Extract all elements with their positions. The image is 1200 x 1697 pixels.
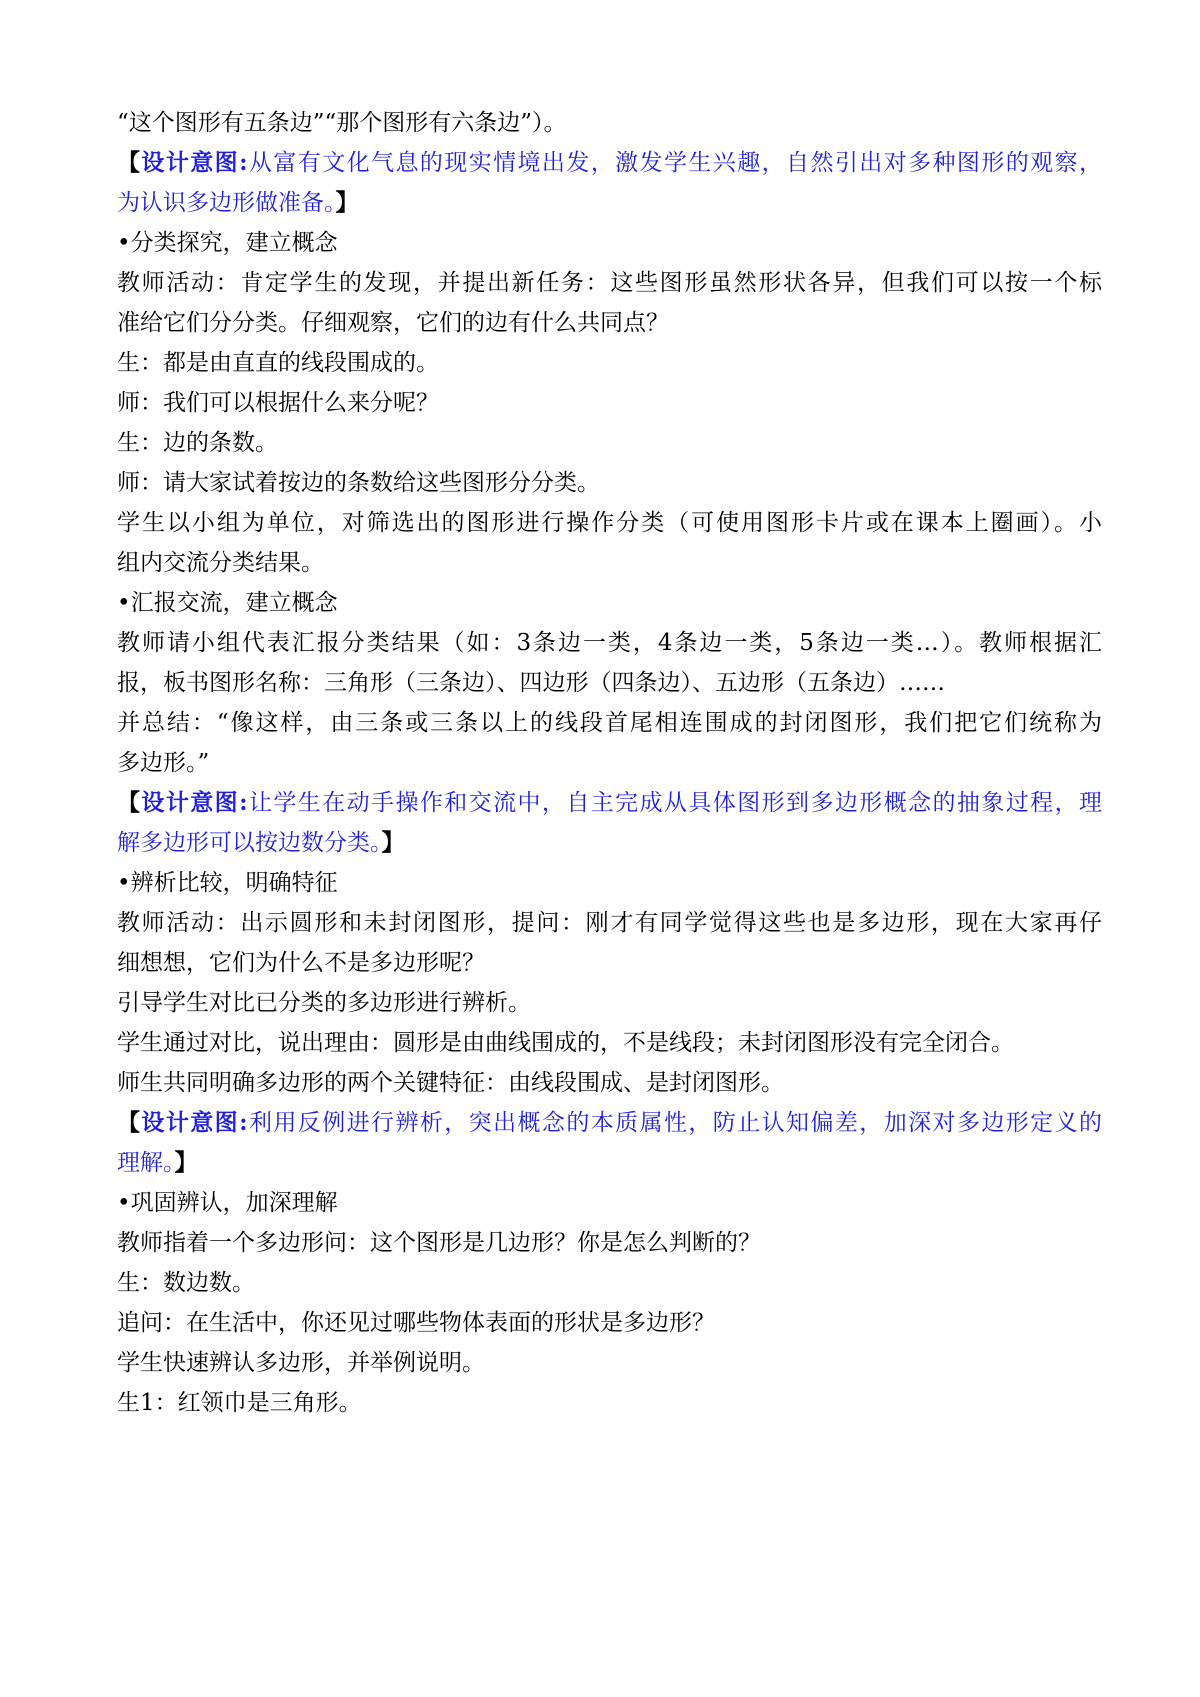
paragraph-line: 教师指着一个多边形问：这个图形是几边形？你是怎么判断的？ [117,1230,761,1256]
bracket-close: 】 [174,1149,198,1176]
bracket-open: 【 [117,1109,142,1136]
paragraph-line: “这个图形有五条边”“那个图形有六条边”）。 [117,110,567,136]
paragraph-line: 师：我们可以根据什么来分呢？ [117,390,439,416]
design-intent-block [117,1103,1102,1143]
bracket-open: 【 [117,149,142,176]
paragraph-line: 学生通过对比，说出理由：圆形是由曲线围成的，不是线段；未封闭图形没有完全闭合。 [117,1030,1014,1056]
paragraph-line: 生1：红领巾是三角形。 [117,1390,362,1416]
design-intent-block-end [117,1143,1102,1183]
paragraph-line: 组内交流分类结果。 [117,550,324,576]
paragraph-line: 学生以小组为单位，对筛选出的图形进行操作分类（可使用图形卡片或在课本上圈画）。小 [117,510,1102,536]
design-intent-label: 设计意图: [141,789,248,816]
document-page [117,103,1102,1423]
bracket-close: 】 [335,189,359,216]
paragraph-line: 师：请大家试着按边的条数给这些图形分分类。 [117,470,600,496]
design-intent-text: 理解。 [117,1150,175,1176]
section-heading: •辨析比较，明确特征 [117,870,338,896]
design-intent-block [117,783,1102,823]
design-intent-block-end [117,183,1102,223]
paragraph-line: 报，板书图形名称：三角形（三条边）、四边形（四条边）、五边形（五条边）…… [117,670,945,696]
paragraph-line: 学生快速辨认多边形，并举例说明。 [117,1350,485,1376]
section-heading: •分类探究，建立概念 [117,230,338,256]
paragraph-line: 并总结：“像这样，由三条或三条以上的线段首尾相连围成的封闭图形，我们把它们统称为 [117,710,1102,736]
design-intent-text: 解多边形可以按边数分类。 [117,830,382,856]
paragraph-line: 教师活动：肯定学生的发现，并提出新任务：这些图形虽然形状各异，但我们可以按一个标 [117,270,1102,296]
paragraph-line: 追问：在生活中，你还见过哪些物体表面的形状是多边形？ [117,1310,715,1336]
paragraph-line: 生：边的条数。 [117,430,278,456]
paragraph-line: 引导学生对比已分类的多边形进行辨析。 [117,990,531,1016]
design-intent-block-end [117,823,1102,863]
paragraph-line: 教师活动：出示圆形和未封闭图形，提问：刚才有同学觉得这些也是多边形，现在大家再仔 [117,910,1102,936]
paragraph-line: 生：都是由直直的线段围成的。 [117,350,439,376]
bracket-open: 【 [117,789,142,816]
design-intent-text: 利用反例进行辨析，突出概念的本质属性，防止认知偏差，加深对多边形定义的 [247,1110,1102,1136]
paragraph-line: 多边形。” [117,750,210,776]
paragraph-line: 师生共同明确多边形的两个关键特征：由线段围成、是封闭图形。 [117,1070,784,1096]
paragraph-line: 教师请小组代表汇报分类结果（如：3条边一类，4条边一类，5条边一类…）。教师根据汇 [117,630,1102,656]
design-intent-block [117,143,1102,183]
design-intent-text: 从富有文化气息的现实情境出发，激发学生兴趣，自然引出对多种图形的观察， [247,150,1102,176]
design-intent-label: 设计意图: [141,149,248,176]
paragraph-line: 准给它们分分类。仔细观察，它们的边有什么共同点？ [117,310,669,336]
design-intent-text: 让学生在动手操作和交流中，自主完成从具体图形到多边形概念的抽象过程，理 [247,790,1102,816]
design-intent-label: 设计意图: [141,1109,248,1136]
section-heading: •汇报交流，建立概念 [117,590,338,616]
bracket-close: 】 [381,829,405,856]
section-heading: •巩固辨认，加深理解 [117,1190,338,1216]
paragraph-line: 生：数边数。 [117,1270,255,1296]
design-intent-text: 为认识多边形做准备。 [117,190,336,216]
paragraph-line: 细想想，它们为什么不是多边形呢？ [117,950,485,976]
